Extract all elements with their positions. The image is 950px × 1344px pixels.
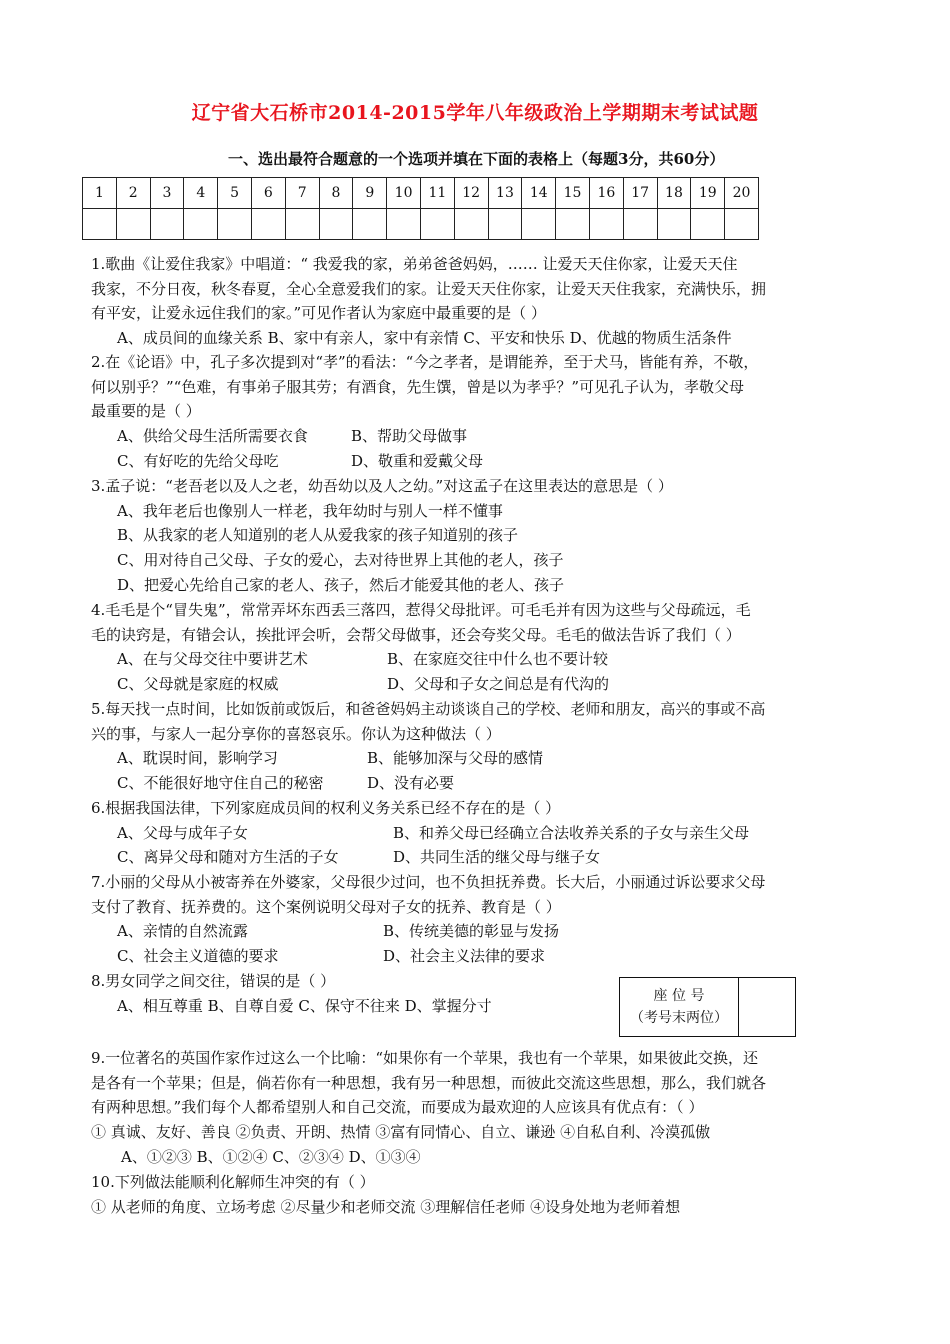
question-text-line: 有两种思想。”我们每个人都希望别人和自己交流，而要成为最欢迎的人应该具有优点有：（ ） bbox=[91, 1098, 704, 1117]
question-option-row bbox=[91, 746, 871, 771]
question-option-row bbox=[91, 672, 871, 697]
answer-table bbox=[82, 177, 759, 240]
option-d: D、敬重和爱戴父母 bbox=[351, 451, 484, 470]
question-text-line: 9.一位著名的英国作家作过这么一个比喻：“如果你有一个苹果，我也有一个苹果，如果彼此交换，还 bbox=[91, 1049, 758, 1067]
seat-number-label bbox=[620, 978, 739, 1037]
answer-number-cell: 15 bbox=[556, 178, 590, 209]
answer-number-cell: 19 bbox=[691, 178, 725, 209]
question-option-row bbox=[91, 424, 871, 449]
question-option-row bbox=[91, 919, 871, 944]
question-text-line: 是各有一个苹果；但是，倘若你有一种思想，我有另一种思想，而彼此交流这些思想，那么，我们就各 bbox=[91, 1073, 767, 1092]
answer-number-cell: 10 bbox=[387, 178, 421, 209]
option-c: C、社会主义道德的要求 bbox=[117, 947, 279, 966]
answer-cell[interactable] bbox=[522, 209, 556, 240]
option-c: C、有好吃的先给父母吃 bbox=[117, 451, 279, 470]
question-text-line: 毛的诀窍是，有错会认，挨批评会听，会帮父母做事，还会夸奖父母。毛毛的做法告诉了我们（ ） bbox=[91, 625, 741, 644]
question-text-line: 5.每天找一点时间，比如饭前或饭后，和爸爸妈妈主动谈谈自己的学校、老师和朋友，高兴的事或不高 bbox=[91, 700, 766, 718]
answer-number-cell: 7 bbox=[285, 178, 319, 209]
question-option-row bbox=[91, 845, 871, 870]
question-stem: 3.孟子说：“老吾老以及人之老，幼吾幼以及人之幼。”对这孟子在这里表达的意思是（ ） bbox=[91, 477, 673, 495]
answer-number-cell: 9 bbox=[353, 178, 387, 209]
answer-table-answer-row bbox=[83, 209, 759, 240]
question-3 bbox=[91, 474, 871, 598]
option-b: B、传统美德的彰显与发扬 bbox=[383, 922, 560, 941]
option-a: A、在与父母交往中要讲艺术 bbox=[117, 650, 308, 669]
question-10 bbox=[91, 1170, 871, 1219]
option-c: C、不能很好地守住自己的秘密 bbox=[117, 774, 324, 793]
option-d: D、父母和子女之间总是有代沟的 bbox=[387, 675, 610, 694]
option-b: B、帮助父母做事 bbox=[351, 427, 468, 446]
question-options: A、①②③ B、①②④ C、②③④ D、①③④ bbox=[121, 1147, 421, 1166]
question-9 bbox=[91, 1046, 871, 1170]
option-b: B、能够加深与父母的感情 bbox=[367, 749, 544, 768]
option-a: A、供给父母生活所需要衣食 bbox=[117, 427, 308, 446]
option-a: A、我年老后也像别人一样老，我年幼时与别人一样不懂事 bbox=[117, 501, 503, 520]
answer-cell[interactable] bbox=[623, 209, 657, 240]
seat-number-label-line1: 座 位 号 bbox=[653, 988, 705, 1004]
answer-number-cell: 12 bbox=[454, 178, 488, 209]
answer-number-cell: 6 bbox=[251, 178, 285, 209]
answer-cell[interactable] bbox=[691, 209, 725, 240]
option-c: C、离异父母和随对方生活的子女 bbox=[117, 848, 339, 867]
question-text-line: 7.小丽的父母从小被寄养在外婆家，父母很少过问，也不负担抚养费。长大后，小丽通过诉讼要求父母 bbox=[91, 873, 766, 891]
answer-cell[interactable] bbox=[420, 209, 454, 240]
option-d: D、没有必要 bbox=[367, 774, 455, 793]
answer-number-cell: 14 bbox=[522, 178, 556, 209]
answer-cell[interactable] bbox=[251, 209, 285, 240]
answer-cell[interactable] bbox=[657, 209, 691, 240]
exam-title: 辽宁省大石桥市2014-2015学年八年级政治上学期期末考试试题 bbox=[191, 102, 759, 124]
option-a: A、父母与成年子女 bbox=[117, 823, 248, 842]
option-b: B、和养父母已经确立合法收养关系的子女与亲生父母 bbox=[393, 823, 750, 842]
option-d: D、把爱心先给自己家的老人、孩子，然后才能爱其他的老人、孩子 bbox=[117, 575, 565, 594]
seat-number-input-cell[interactable] bbox=[739, 978, 796, 1037]
option-a: A、耽误时间，影响学习 bbox=[117, 749, 278, 768]
answer-cell[interactable] bbox=[184, 209, 218, 240]
answer-cell[interactable] bbox=[319, 209, 353, 240]
question-1 bbox=[91, 252, 871, 351]
answer-table-number-row bbox=[83, 178, 759, 209]
question-stem: 8.男女同学之间交往，错误的是（ ） bbox=[91, 972, 336, 990]
question-options: A、相互尊重 B、自尊自爱 C、保守不往来 D、掌握分寸 bbox=[117, 996, 492, 1015]
option-d: D、共同生活的继父母与继子女 bbox=[393, 848, 601, 867]
question-items: ① 从老师的角度、立场考虑 ②尽量少和老师交流 ③理解信任老师 ④设身处地为老师着想 bbox=[91, 1197, 681, 1216]
answer-number-cell: 11 bbox=[420, 178, 454, 209]
answer-cell[interactable] bbox=[150, 209, 184, 240]
question-text-line: 兴的事，与家人一起分享你的喜怒哀乐。你认为这种做法（ ） bbox=[91, 724, 501, 743]
answer-cell[interactable] bbox=[387, 209, 421, 240]
option-c: C、父母就是家庭的权威 bbox=[117, 675, 279, 694]
question-text-line: 何以别乎？”“色难，有事弟子服其劳；有酒食，先生馔，曾是以为孝乎？”可见孔子认为，孝敬父母 bbox=[91, 377, 745, 396]
question-text-line: 最重要的是（ ） bbox=[91, 402, 201, 421]
answer-cell[interactable] bbox=[218, 209, 252, 240]
question-text-line: 4.毛毛是个“冒失鬼”，常常弄坏东西丢三落四，惹得父母批评。可毛毛并有因为这些与父母疏远，毛 bbox=[91, 601, 751, 619]
question-option-row bbox=[91, 449, 871, 474]
question-6 bbox=[91, 796, 871, 870]
seat-number-label-line2: （考号末两位） bbox=[630, 1010, 728, 1026]
question-items: ① 真诚、友好、善良 ②负责、开朗、热情 ③富有同情心、自立、谦逊 ④自私自利、冷漠孤傲 bbox=[91, 1123, 711, 1142]
answer-number-cell: 18 bbox=[657, 178, 691, 209]
question-stem: 6.根据我国法律，下列家庭成员间的权利义务关系已经不存在的是（ ） bbox=[91, 799, 561, 817]
question-stem: 10.下列做法能顺利化解师生冲突的有（ ） bbox=[91, 1173, 375, 1191]
question-text-line: 我家，不分日夜，秋冬春夏，全心全意爱我们的家。让爱天天住你家，让爱天天住我家，充满快乐，拥 bbox=[91, 279, 767, 298]
question-text-line: 有平安，让爱永远住我们的家。”可见作者认为家庭中最重要的是（ ） bbox=[91, 304, 546, 323]
question-option-row bbox=[91, 821, 871, 846]
answer-cell[interactable] bbox=[589, 209, 623, 240]
answer-cell[interactable] bbox=[116, 209, 150, 240]
answer-number-cell: 3 bbox=[150, 178, 184, 209]
question-text-line: 1.歌曲《让爱住我家》中唱道：“ 我爱我的家，弟弟爸爸妈妈，…… 让爱天天住你家，让爱天天住 bbox=[91, 255, 738, 273]
answer-number-cell: 16 bbox=[589, 178, 623, 209]
seat-number-box bbox=[619, 977, 796, 1037]
answer-number-cell: 1 bbox=[83, 178, 117, 209]
option-c: C、用对待自己父母、子女的爱心，去对待世界上其他的老人，孩子 bbox=[117, 551, 564, 570]
answer-number-cell: 4 bbox=[184, 178, 218, 209]
question-4 bbox=[91, 598, 871, 697]
question-text-line: 2.在《论语》中，孔子多次提到对“孝”的看法：“今之孝者，是谓能养，至于犬马，皆能有养，不敬， bbox=[91, 353, 759, 371]
answer-cell[interactable] bbox=[83, 209, 117, 240]
question-options: A、成员间的血缘关系 B、家中有亲人，家中有亲情 C、平安和快乐 D、优越的物质生活条件 bbox=[117, 329, 732, 348]
answer-number-cell: 13 bbox=[488, 178, 522, 209]
answer-number-cell: 2 bbox=[116, 178, 150, 209]
option-b: B、从我家的老人知道别的老人从爱我家的孩子知道别的孩子 bbox=[117, 526, 519, 545]
option-b: B、在家庭交往中什么也不要计较 bbox=[387, 650, 609, 669]
answer-cell[interactable] bbox=[285, 209, 319, 240]
answer-cell[interactable] bbox=[454, 209, 488, 240]
section-1-heading: 一、选出最符合题意的一个选项并填在下面的表格上（每题3分，共60分） bbox=[228, 150, 725, 168]
question-option-row bbox=[91, 647, 871, 672]
answer-cell[interactable] bbox=[488, 209, 522, 240]
answer-number-cell: 5 bbox=[218, 178, 252, 209]
answer-number-cell: 8 bbox=[319, 178, 353, 209]
answer-cell[interactable] bbox=[556, 209, 590, 240]
question-5 bbox=[91, 697, 871, 796]
question-7 bbox=[91, 870, 871, 969]
question-text-line: 支付了教育、抚养费的。这个案例说明父母对子女的抚养、教育是（ ） bbox=[91, 897, 561, 916]
option-d: D、社会主义法律的要求 bbox=[383, 947, 546, 966]
answer-number-cell: 17 bbox=[623, 178, 657, 209]
question-option-row bbox=[91, 944, 871, 969]
answer-number-cell: 20 bbox=[725, 178, 759, 209]
option-a: A、亲情的自然流露 bbox=[117, 922, 248, 941]
question-8 bbox=[91, 969, 611, 1018]
question-2 bbox=[91, 350, 871, 474]
answer-cell[interactable] bbox=[353, 209, 387, 240]
answer-cell[interactable] bbox=[725, 209, 759, 240]
question-option-row bbox=[91, 771, 871, 796]
